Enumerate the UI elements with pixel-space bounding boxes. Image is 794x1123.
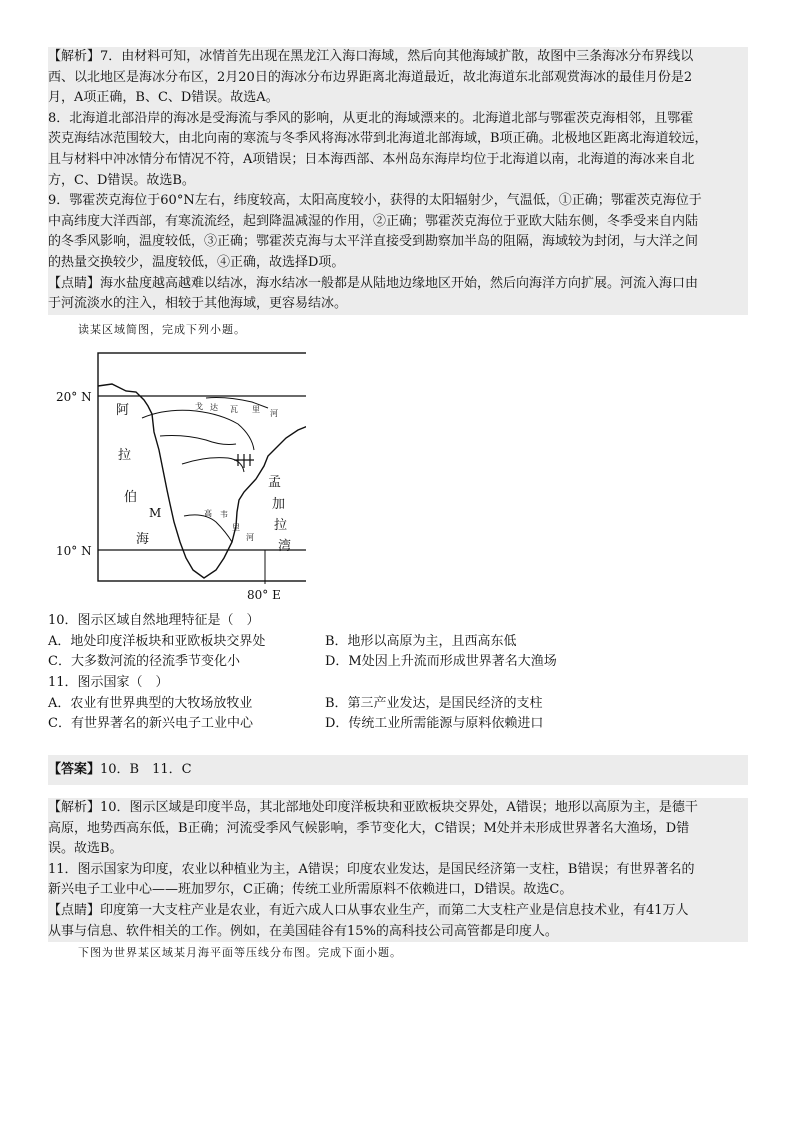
analysis2-line: 误。故选B。 xyxy=(48,841,123,857)
label-arabian-sea: 阿 xyxy=(116,403,130,418)
question-10-stem: 10．图示区域自然地理特征是（ ） xyxy=(48,613,260,628)
analysis1-line: 8．北海道北部沿岸的海冰是受海流与季风的影响，从更北的海域漂来的。北海道北部与鄂霍茨克海相邻，且鄂霍 xyxy=(48,110,694,126)
answer-tag: 【答案】 xyxy=(48,762,101,777)
answer-line xyxy=(48,755,748,785)
analysis1-line: 9．鄂霍茨克海位于60°N左右，纬度较高，太阳高度较小，获得的太阳辐射少，气温低，①正确；鄂霍茨克海位于 xyxy=(48,193,702,209)
label-lat-20n: 20° N xyxy=(56,390,92,404)
question-11 xyxy=(48,673,748,735)
analysis-block-2 xyxy=(48,798,748,942)
question-11-option-d: D．传统工业所需能源与原料依赖进口 xyxy=(325,716,544,732)
godavari-river xyxy=(142,410,254,450)
label-godavari: 瓦 xyxy=(230,405,238,414)
analysis1-line: 且与材料中冲冰情分布情况不符，A项错误；日本海西部、本州岛东海岸均位于北海道以南，北海道的海冰来自北 xyxy=(48,151,695,167)
analysis1-line: 方，C、D错误。故选B。 xyxy=(48,172,195,188)
label-kaveri: 韦 xyxy=(220,510,228,519)
instruction-2: 下图为世界某区域某月海平面等压线分布图。完成下面小题。 xyxy=(78,946,402,959)
analysis2-line: 新兴电子工业中心——班加罗尔，C正确；传统工业所需原料不依赖进口，D错误。故选C。 xyxy=(48,882,573,898)
label-bay-of-bengal: 加 xyxy=(272,497,286,512)
label-kaveri: 高 xyxy=(204,509,212,518)
analysis1-line: 中高纬度大洋西部，有寒流流经，起到降温减湿的作用，②正确；鄂霍茨克海位于亚欧大陆东侧，冬季受来自内陆 xyxy=(48,213,699,229)
analysis1-line: 月，A项正确，B、C、D错误。故选A。 xyxy=(48,90,279,106)
india-map-figure xyxy=(56,344,306,606)
answer-block xyxy=(48,755,748,785)
label-m: M xyxy=(149,506,162,520)
label-bay-of-bengal: 湾 xyxy=(278,539,292,554)
analysis1-line: 【解析】7．由材料可知，冰情首先出现在黑龙江入海口海域，然后向其他海域扩散，故图中三条海冰分布界线以 xyxy=(48,49,694,64)
analysis2-line: 【解析】10．图示区域是印度半岛，其北部地处印度洋板块和亚欧板块交界处，A错误；地形以高原为主，是德干 xyxy=(48,800,698,815)
analysis1-line: 的冬季风影响，温度较低，③正确；鄂霍茨克海与太平洋直接受到勘察加半岛的阻隔，海域较为封闭，与大洋之间 xyxy=(48,234,699,250)
label-arabian-sea: 海 xyxy=(136,532,150,547)
label-arabian-sea: 伯 xyxy=(124,490,138,505)
instruction-1: 读某区域简图，完成下列小题。 xyxy=(78,323,246,336)
question-10-option-d: D．M处因上升流而形成世界著名大渔场 xyxy=(325,654,557,670)
question-11-option-b: B．第三产业发达，是国民经济的支柱 xyxy=(325,695,543,711)
question-11-option-c: C．有世界著名的新兴电子工业中心 xyxy=(48,716,253,732)
analysis1-line: 于河流淡水的注入，相较于其他海域，更容易结冰。 xyxy=(48,296,348,312)
analysis-block-1 xyxy=(48,47,748,315)
analysis2-line: 高原，地势西高东低，B正确；河流受季风气候影响，季节变化大，C错误；M处并未形成世界著名大渔场，D错 xyxy=(48,820,690,836)
analysis2-line: 从事与信息、软件相关的工作。例如，在美国硅谷有15%的高科技公司高管都是印度人。 xyxy=(48,923,558,939)
analysis2-line: 11．图示国家为印度，农业以种植业为主，A错误；印度农业发达，是国民经济第一支柱，B错误；有世界著名的 xyxy=(48,861,695,877)
analysis1-line: 【点睛】海水盐度越高越难以结冰，海水结冰一般都是从陆地边缘地区开始，然后向海洋方向扩展。河流入海口由 xyxy=(48,275,699,291)
label-kaveri: 河 xyxy=(246,533,254,542)
label-godavari: 达 xyxy=(210,403,218,412)
label-lat-10n: 10° N xyxy=(56,544,92,558)
answer-text: 10．B 11．C xyxy=(100,762,192,777)
label-arabian-sea: 拉 xyxy=(118,448,132,463)
question-10-option-a: A．地处印度洋板块和亚欧板块交界处 xyxy=(48,633,266,649)
question-10-option-b: B．地形以高原为主，且西高东低 xyxy=(325,633,517,649)
analysis1-line: 茨克海结冰范围较大，由北向南的寒流与冬季风将海冰带到北海道北部海域，B项正确。北极地区距离北海道较远， xyxy=(48,131,708,147)
label-bay-of-bengal: 孟 xyxy=(268,475,282,490)
question-11-option-a: A．农业有世界典型的大牧场放牧业 xyxy=(48,695,253,711)
analysis1-line: 的热量交换较少，温度较低，④正确，故选择D项。 xyxy=(48,254,345,270)
question-11-stem: 11．图示国家（ ） xyxy=(48,675,169,690)
analysis1-line: 西、以北地区是海冰分布区，2月20日的海冰分布边界距离北海道最近，故北海道东北部观赏海冰的最佳月份是2 xyxy=(48,69,693,85)
label-lon-80e: 80° E xyxy=(247,588,281,602)
label-godavari: 里 xyxy=(252,405,260,414)
label-kaveri: 里 xyxy=(232,523,240,532)
tributary-river xyxy=(160,436,236,445)
question-10-option-c: C．大多数河流的径流季节变化小 xyxy=(48,654,240,670)
map-svg xyxy=(56,344,306,606)
label-bay-of-bengal: 拉 xyxy=(274,518,288,533)
analysis2-line: 【点睛】印度第一大支柱产业是农业，有近六成人口从事农业生产，而第二大支柱产业是信息技术业，有41万人 xyxy=(48,902,689,918)
label-godavari: 戈 xyxy=(195,402,203,411)
question-10 xyxy=(48,611,748,673)
map-frame xyxy=(98,353,306,581)
label-godavari: 河 xyxy=(270,409,278,418)
